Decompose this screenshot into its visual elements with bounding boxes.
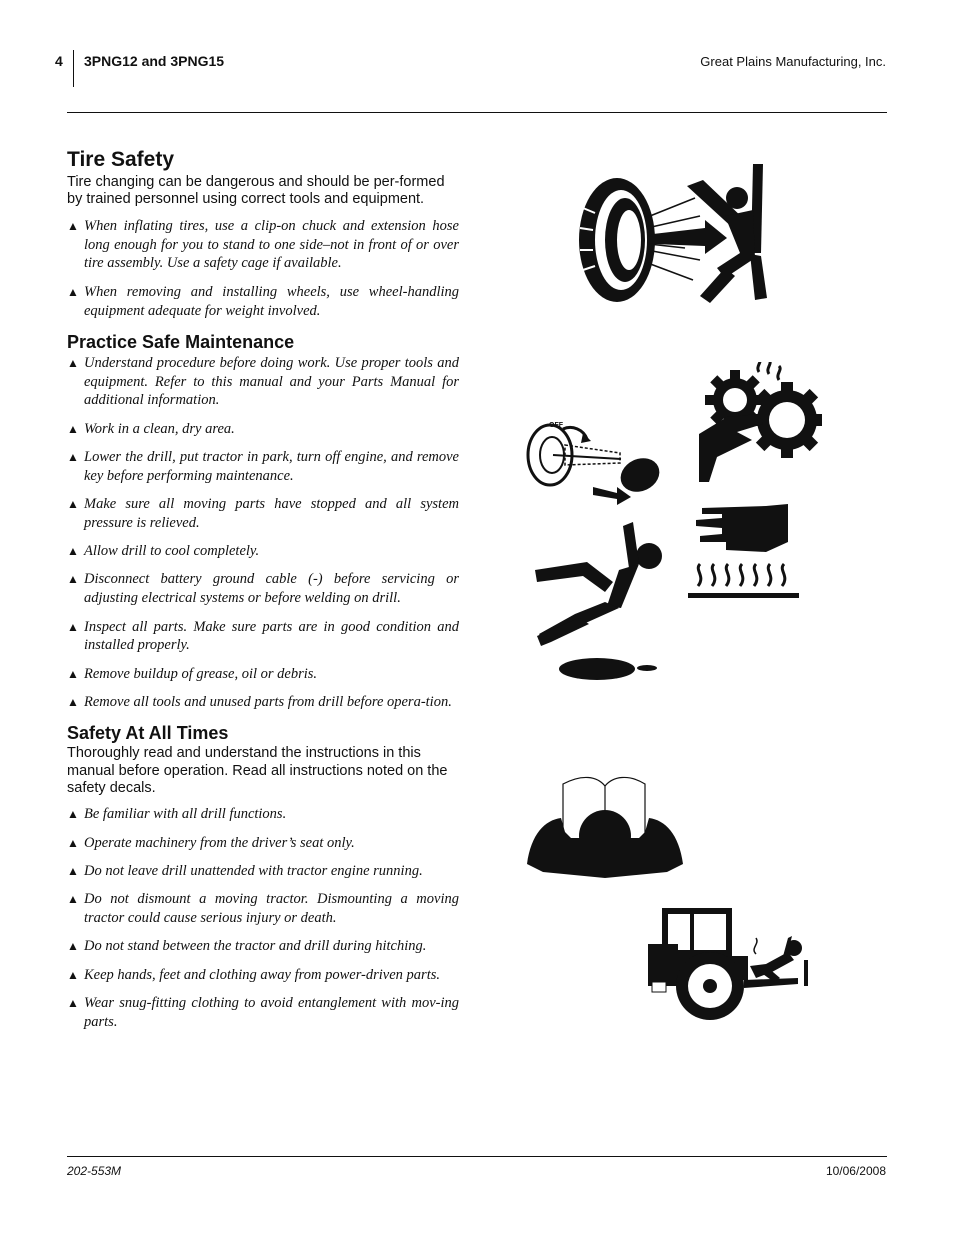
company-name: Great Plains Manufacturing, Inc. [700,54,886,69]
list-item: ▲ Understand procedure before doing work. Use proper tools and equipment. Refer to this manual and your Parts Manual for additional information. [67,354,459,409]
ignition-key-off-icon [525,417,665,507]
warning-triangle-icon: ▲ [67,544,79,559]
warning-triangle-icon: ▲ [67,355,79,370]
list-item: ▲ Operate machinery from the driver’s seat only. [67,834,355,851]
warning-triangle-icon: ▲ [67,421,79,436]
list-item: ▲ Wear snug-fitting clothing to avoid entanglement with mov-ing parts. [67,995,459,1030]
list-item: ▲ Work in a clean, dry area. [67,420,235,437]
tire-safety-intro: Tire changing can be dangerous and should be per-formed by trained personnel using correct tools and equipment. [67,174,445,208]
document-date: 10/06/2008 [825,1164,886,1178]
warning-triangle-icon: ▲ [67,996,79,1011]
warning-triangle-icon: ▲ [67,807,79,822]
hot-surface-icon [686,504,801,602]
warning-triangle-icon: ▲ [67,967,79,982]
warning-triangle-icon: ▲ [67,218,79,233]
slip-fall-icon [535,522,665,687]
list-item: ▲ Remove buildup of grease, oil or debris. [67,665,318,682]
list-item: ▲ When removing and installing wheels, use wheel-handling equipment adequate for weight involved. [67,283,459,319]
list-item: ▲ Do not dismount a moving tractor. Dismounting a moving tractor could cause serious injury or death. [67,891,459,927]
list-item: ▲ When inflating tires, use a clip-on chuck and extension hose long enough for you to stand to one side–not in front of or over tire assembly. Use a safety cage if available. [67,217,459,272]
safety-at-all-times-intro: Thoroughly read and understand the instructions in this manual before operation. Read all instructions noted on the safety decals. [67,745,448,797]
tire-safety-heading: Tire Safety [67,148,174,171]
list-item: ▲ Do not stand between the tractor and drill during hitching. [67,938,427,955]
list-item: ▲ Remove all tools and unused parts from drill before opera-tion. [67,693,452,710]
warning-triangle-icon: ▲ [67,939,79,954]
read-manual-icon [527,772,683,880]
warning-triangle-icon: ▲ [67,892,79,907]
document-number: 202-553M [67,1164,122,1178]
list-item: ▲ Be familiar with all drill functions. [67,806,287,823]
list-item: ▲ Keep hands, feet and clothing away from power-driven parts. [67,966,440,983]
page-number: 4 [55,53,63,69]
maintenance-heading: Practice Safe Maintenance [67,331,295,352]
model-title: 3PNG12 and 3PNG15 [84,53,225,69]
list-item: ▲ Inspect all parts. Make sure parts are in good condition and installed properly. [67,618,459,654]
gear-entanglement-icon [697,362,822,484]
warning-triangle-icon: ▲ [67,864,79,879]
list-item: ▲ Do not leave drill unattended with tractor engine running. [67,863,423,880]
safety-at-all-times-heading: Safety At All Times [67,723,229,744]
header-divider [73,50,74,87]
warning-triangle-icon: ▲ [67,619,79,634]
list-item: ▲ Allow drill to cool completely. [67,543,260,560]
header-rule [67,112,887,113]
warning-triangle-icon: ▲ [67,284,79,299]
warning-triangle-icon: ▲ [67,449,79,464]
footer-rule [67,1156,887,1157]
list-item: ▲ Disconnect battery ground cable (-) before servicing or adjusting electrical systems or before welding on drill. [67,571,459,607]
list-item: ▲ Make sure all moving parts have stopped and all system pressure is relieved. [67,496,459,531]
tire-explosion-icon [575,158,770,308]
tractor-runover-icon [648,904,810,1026]
list-item: ▲ Lower the drill, put tractor in park, turn off engine, and remove key before performing maintenance. [67,448,459,484]
warning-triangle-icon: ▲ [67,497,79,512]
warning-triangle-icon: ▲ [67,694,79,709]
warning-triangle-icon: ▲ [67,835,79,850]
warning-triangle-icon: ▲ [67,572,79,587]
text-column [67,146,459,1041]
svg-text:OFF: OFF [549,422,563,429]
warning-triangle-icon: ▲ [67,666,79,681]
